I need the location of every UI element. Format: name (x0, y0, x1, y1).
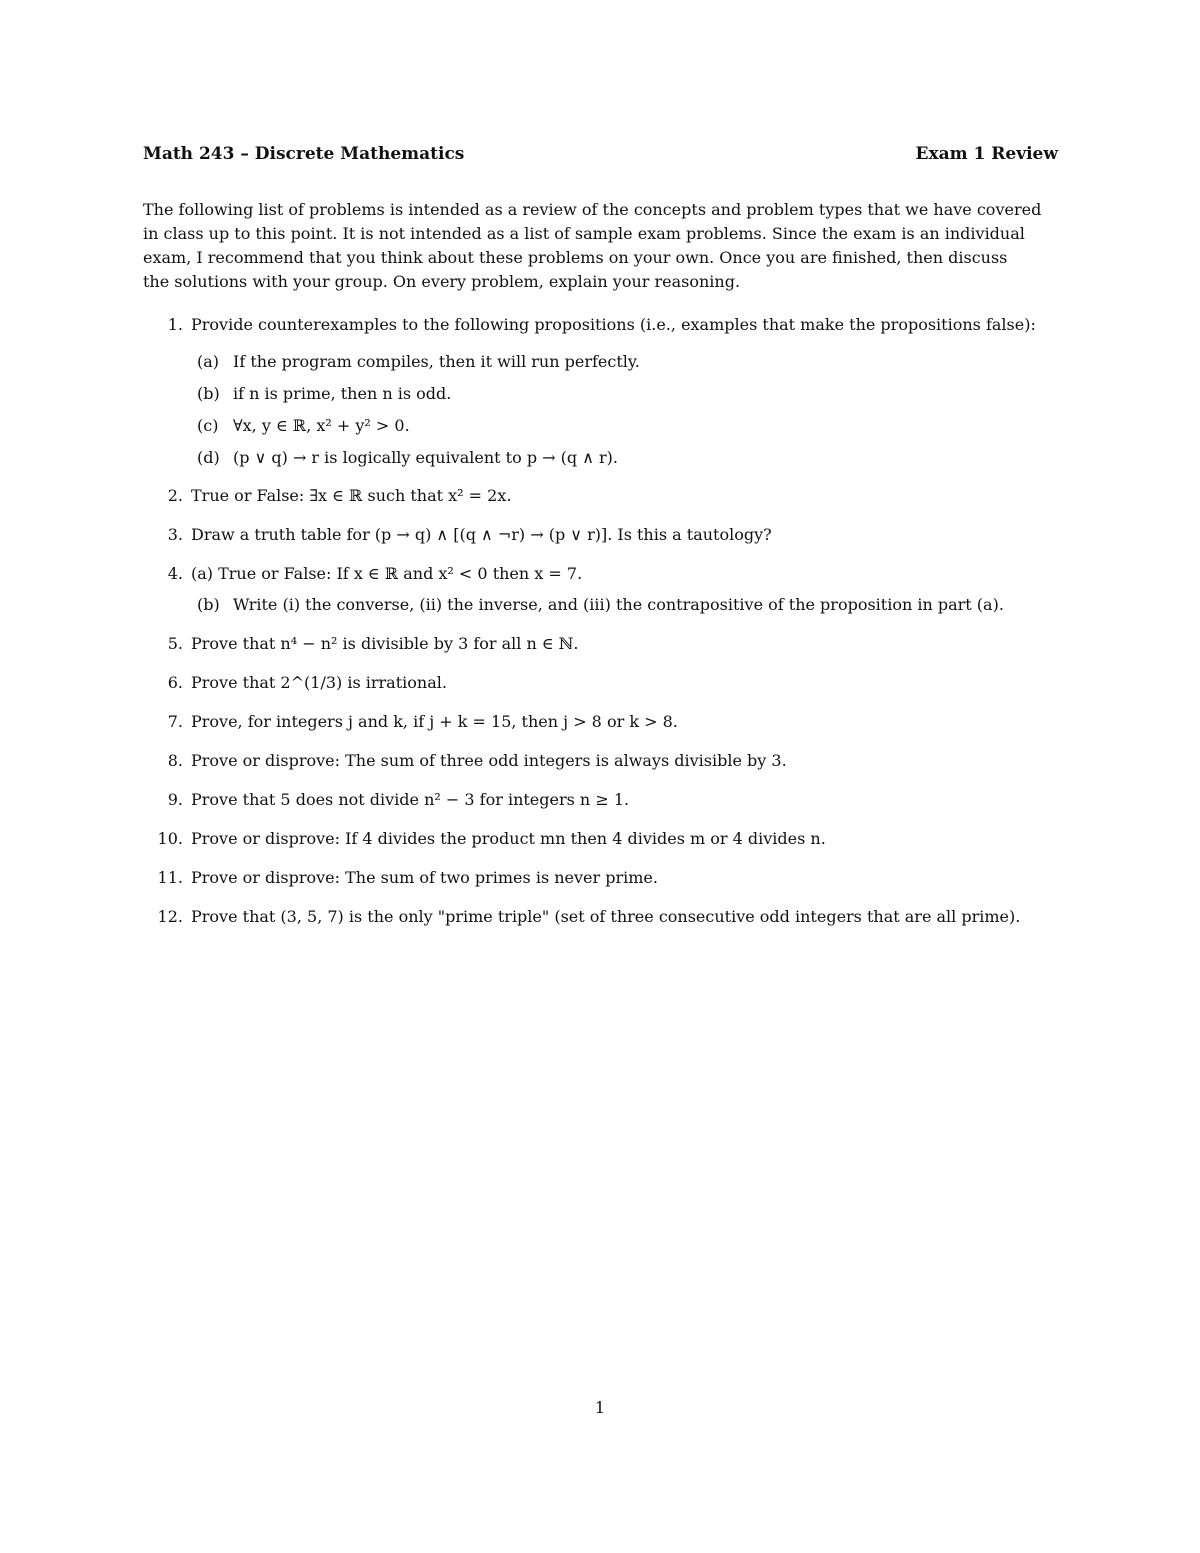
page-number: 1 (594, 1398, 606, 1417)
problem-text: (a) True or False: If x ∈ ℝ and x² < 0 then x = 7. (191, 564, 583, 583)
subproblem-item (197, 350, 640, 374)
subproblem-label: (c) (197, 416, 219, 435)
problem-text: Provide counterexamples to the following propositions (i.e., examples that make the propositions false): (191, 315, 1036, 334)
intro-paragraph (143, 198, 1061, 294)
problem-number: 2. (167, 486, 183, 505)
subproblem-item (197, 446, 618, 470)
problem-text: Prove that (3, 5, 7) is the only "prime triple" (set of three consecutive odd integers that are all prime). (191, 907, 1021, 926)
intro-line: The following list of problems is intended as a review of the concepts and problem types that we have covered (143, 200, 1042, 219)
problem-number: 6. (167, 673, 183, 692)
problem-text: Prove or disprove: If 4 divides the product mn then 4 divides m or 4 divides n. (191, 829, 826, 848)
subproblem-text: if n is prime, then n is odd. (233, 384, 452, 403)
subproblem-item (197, 593, 1004, 617)
subproblem-item (197, 414, 410, 438)
subproblem-text: If the program compiles, then it will run perfectly. (233, 352, 640, 371)
subproblem-label: (b) (197, 384, 220, 403)
problem-text: Prove, for integers j and k, if j + k = 15, then j > 8 or k > 8. (191, 712, 678, 731)
problem-number: 3. (167, 525, 183, 544)
document-title: Exam 1 Review (915, 144, 1058, 164)
subproblem-label: (a) (197, 352, 220, 371)
problem-text: Prove or disprove: The sum of three odd integers is always divisible by 3. (191, 751, 787, 770)
subproblem-label: (d) (197, 448, 220, 467)
problem-text: Prove that 5 does not divide n² − 3 for integers n ≥ 1. (191, 790, 630, 809)
problem-number: 12. (157, 907, 183, 926)
problem-text: Draw a truth table for (p → q) ∧ [(q ∧ ¬r) → (p ∨ r)]. Is this a tautology? (191, 525, 772, 544)
subproblem-label: (b) (197, 595, 220, 614)
problem-text: Prove that n⁴ − n² is divisible by 3 for all n ∈ ℕ. (191, 634, 579, 653)
problem-text: Prove that 2^(1/3) is irrational. (191, 673, 447, 692)
document-header (143, 144, 1058, 168)
problem-number: 10. (157, 829, 183, 848)
problem-number: 9. (167, 790, 183, 809)
intro-line: in class up to this point. It is not intended as a list of sample exam problems. Since the exam is an individual (143, 224, 1025, 243)
course-title: Math 243 – Discrete Mathematics (143, 144, 465, 164)
problem-number: 5. (167, 634, 183, 653)
intro-line: exam, I recommend that you think about these problems on your own. Once you are finished, then discuss (143, 248, 1008, 267)
problem-text: Prove or disprove: The sum of two primes is never prime. (191, 868, 658, 887)
subproblem-text: ∀x, y ∈ ℝ, x² + y² > 0. (233, 416, 410, 435)
problem-number: 8. (167, 751, 183, 770)
problem-number: 11. (157, 868, 183, 887)
intro-line: the solutions with your group. On every problem, explain your reasoning. (143, 272, 741, 291)
problem-number: 4. (167, 564, 183, 583)
problem-number: 7. (167, 712, 183, 731)
problem-text: True or False: ∃x ∈ ℝ such that x² = 2x. (191, 486, 512, 505)
subproblem-text: (p ∨ q) → r is logically equivalent to p → (q ∧ r). (233, 448, 618, 467)
problem-number: 1. (167, 315, 183, 334)
subproblem-text: Write (i) the converse, (ii) the inverse, and (iii) the contrapositive of the proposition in part (a). (233, 595, 1004, 614)
subproblem-item (197, 382, 451, 406)
